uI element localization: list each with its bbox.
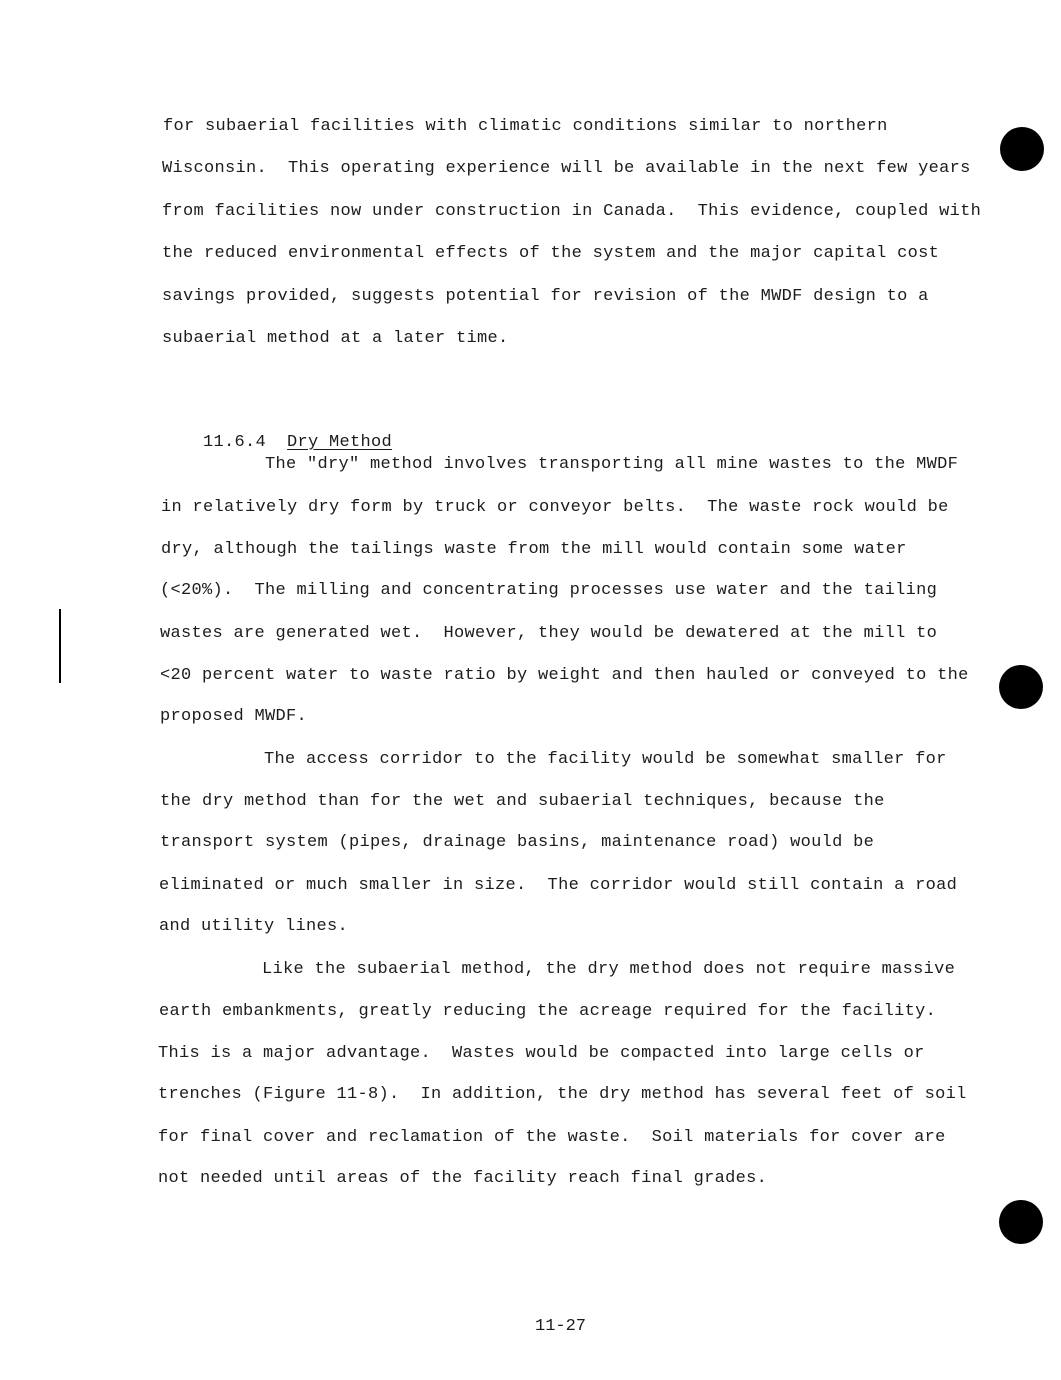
binder-hole-top xyxy=(1000,127,1044,171)
section-title: Dry Method xyxy=(287,433,393,452)
text-line: wastes are generated wet. However, they would be dewatered at the mill to xyxy=(160,624,938,643)
text-line: the dry method than for the wet and subaerial techniques, because the xyxy=(160,792,885,811)
binder-hole-bottom xyxy=(999,1200,1043,1244)
text-line: This is a major advantage. Wastes would be compacted into large cells or xyxy=(158,1044,925,1063)
text-line: <20 percent water to waste ratio by weight and then hauled or conveyed to the xyxy=(160,666,969,685)
section-number: 11.6.4 xyxy=(203,433,267,452)
text-line: The access corridor to the facility would be somewhat smaller for xyxy=(264,750,947,769)
text-line: earth embankments, greatly reducing the acreage required for the facility. xyxy=(159,1002,937,1021)
text-line: for subaerial facilities with climatic conditions similar to northern xyxy=(163,117,888,136)
text-line: dry, although the tailings waste from the mill would contain some water xyxy=(161,540,907,559)
text-line: Like the subaerial method, the dry method does not require massive xyxy=(262,960,956,979)
text-line: not needed until areas of the facility reach final grades. xyxy=(158,1169,768,1188)
revision-change-bar xyxy=(59,609,61,683)
text-line: The "dry" method involves transporting all mine wastes to the MWDF xyxy=(265,455,959,474)
text-line: savings provided, suggests potential for revision of the MWDF design to a xyxy=(162,287,929,306)
text-line: from facilities now under construction in Canada. This evidence, coupled with xyxy=(162,202,982,221)
text-line: proposed MWDF. xyxy=(160,707,308,726)
text-line: Wisconsin. This operating experience will be available in the next few years xyxy=(162,159,971,178)
text-line: and utility lines. xyxy=(159,917,349,936)
text-line: transport system (pipes, drainage basins, maintenance road) would be xyxy=(160,833,875,852)
text-line: in relatively dry form by truck or conveyor belts. The waste rock would be xyxy=(161,498,949,517)
page-number: 11-27 xyxy=(535,1317,587,1336)
binder-hole-middle xyxy=(999,665,1043,709)
text-line: trenches (Figure 11-8). In addition, the dry method has several feet of soil xyxy=(158,1085,967,1104)
text-line: for final cover and reclamation of the waste. Soil materials for cover are xyxy=(158,1128,946,1147)
text-line: eliminated or much smaller in size. The corridor would still contain a road xyxy=(159,876,958,895)
text-line: subaerial method at a later time. xyxy=(162,329,509,348)
text-line: the reduced environmental effects of the system and the major capital cost xyxy=(162,244,940,263)
text-line: (<20%). The milling and concentrating processes use water and the tailing xyxy=(160,581,938,600)
